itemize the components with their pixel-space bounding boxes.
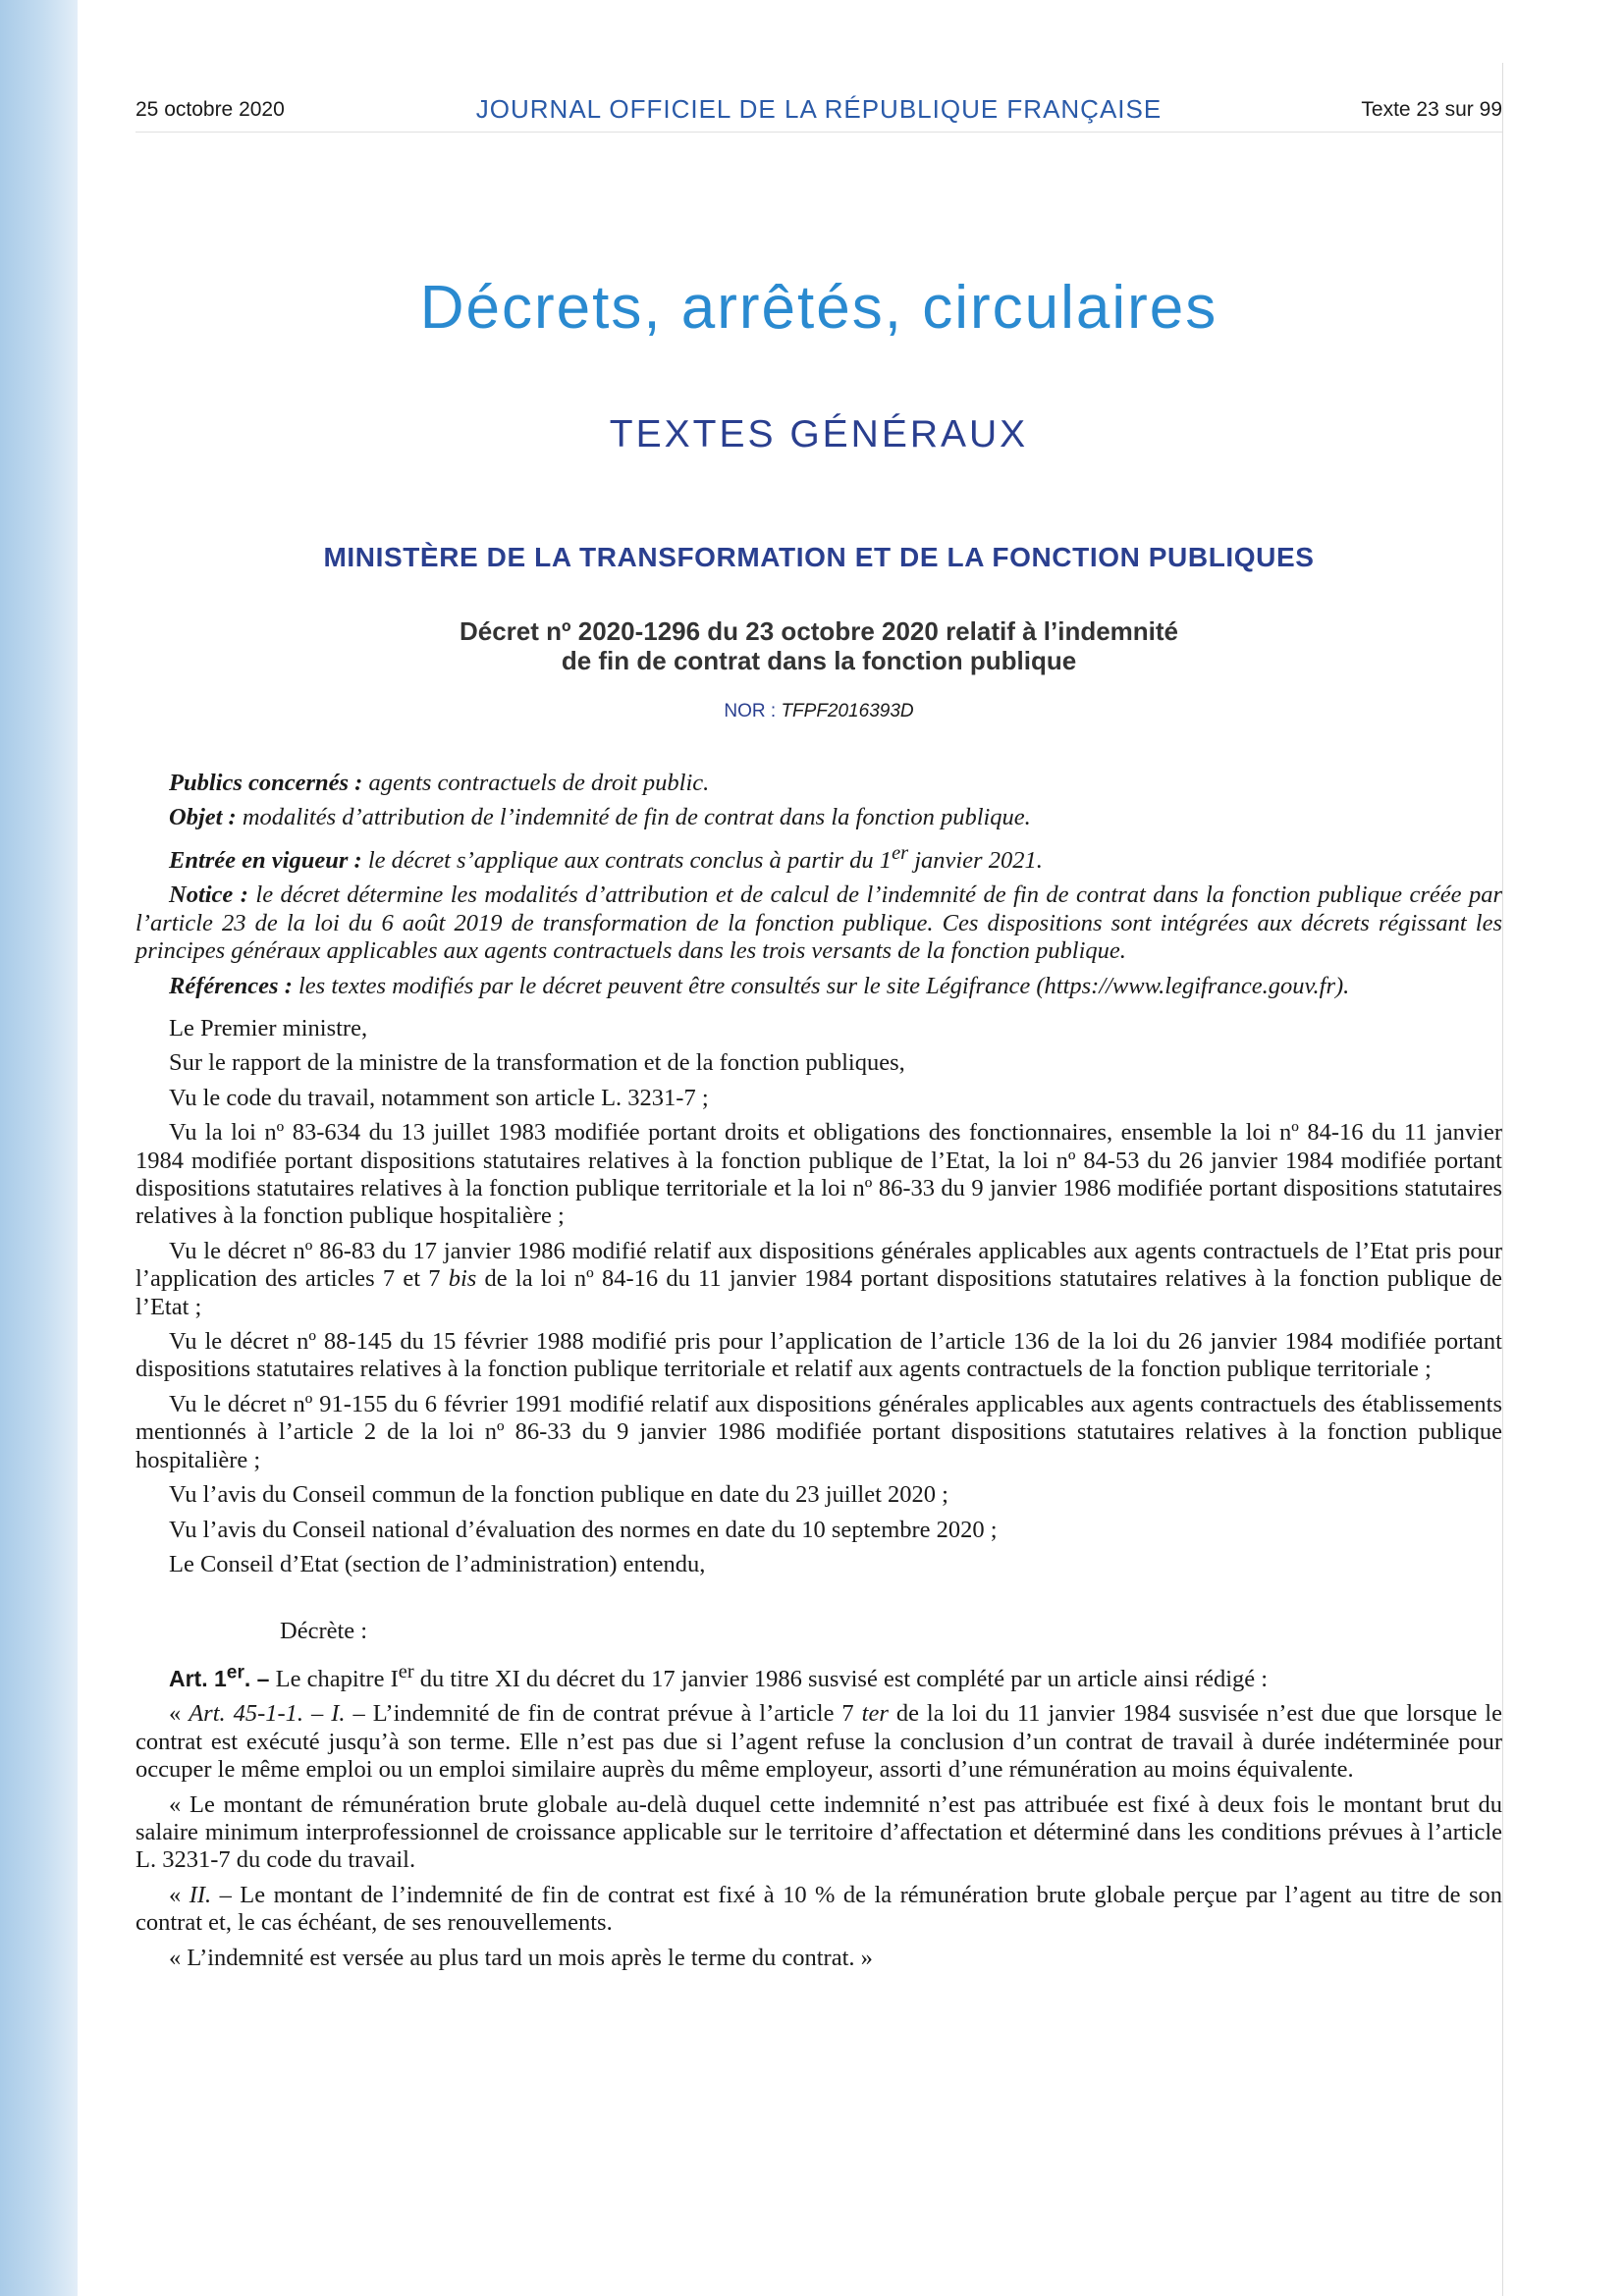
nor-value: TFPF2016393D xyxy=(781,701,914,721)
left-margin-band xyxy=(0,0,78,2296)
page-header xyxy=(135,94,1502,133)
article-montant-paragraph: « Le montant de rémunération brute globale au-delà duquel cette indemnité n’est pas attribuée est fixé à deux fois le montant brut du salaire minimum interprofessionnel de croissance applicable sur le territoire d’affectation et déterminé dans les conditions prévues à l’article L. 3231-7 du code du travail. xyxy=(135,1790,1502,1874)
nor-label: NOR : xyxy=(724,701,782,721)
header-divider xyxy=(135,132,1502,133)
subsection-title: TEXTES GÉNÉRAUX xyxy=(609,413,1029,455)
article-1: Art. 1er. – Le chapitre Ier du titre XI du décret du 17 janvier 1986 susvisé est complété par un article ainsi rédigé : xyxy=(169,1660,1269,1692)
article-last-paragraph: « L’indemnité est versée au plus tard un mois après le terme du contrat. » xyxy=(169,1944,873,1971)
summary-objet: Objet : modalités d’attribution de l’indemnité de fin de contrat dans la fonction publique. xyxy=(169,804,1031,831)
visa-rapport: Sur le rapport de la ministre de la transformation et de la fonction publiques, xyxy=(169,1049,905,1077)
visa-avis-cnen: Vu l’avis du Conseil national d’évaluation des normes en date du 10 septembre 2020 ; xyxy=(169,1516,998,1543)
visa-code-travail: Vu le code du travail, notamment son article L. 3231-7 ; xyxy=(169,1084,709,1111)
decrete: Décrète : xyxy=(280,1618,368,1645)
section-title: Décrets, arrêtés, circulaires xyxy=(419,274,1218,342)
decree-body xyxy=(135,770,1502,1979)
header-text-number: Texte 23 sur 99 xyxy=(1361,98,1502,121)
article-1-label: Art. 1er. – xyxy=(169,1662,270,1691)
summary-publics: Publics concernés : agents contractuels de droit public. xyxy=(169,770,710,796)
decree-title-line-1: Décret nº 2020-1296 du 23 octobre 2020 relatif à l’indemnité xyxy=(459,616,1179,646)
decree-title-line-2: de fin de contrat dans la fonction publique xyxy=(561,646,1077,675)
article-paragraph-ii: « II. – Le montant de l’indemnité de fin de contrat est fixé à 10 % de la rémunération brute globale perçue par l’agent au titre de son contrat et, le cas échéant, de ses renouvellements. xyxy=(135,1881,1503,1937)
visa-avis-conseil-commun: Vu l’avis du Conseil commun de la fonction publique en date du 23 juillet 2020 ; xyxy=(169,1481,948,1509)
visa-decret-91-155: Vu le décret nº 91-155 du 6 février 1991 modifié relatif aux dispositions générales applicables aux agents contractuels des établissements mentionnés à l’article 2 de la loi nº 86-33 du 9 janvier 1986 modifiée portant dispositions statutaires relatives à la fonction publique hospitalière ; xyxy=(135,1390,1502,1473)
visa-decret-86-83: Vu le décret nº 86-83 du 17 janvier 1986 modifié relatif aux dispositions générales applicables aux agents contractuels de l’Etat pris pour l’application des articles 7 et 7 bis de la loi nº 84-16 du 11 janvier 1984 portant dispositions statutaires relatives à la fonction publique de l’Etat ; xyxy=(135,1237,1502,1320)
nor-reference xyxy=(135,701,1502,722)
summary-entree-en-vigueur: Entrée en vigueur : le décret s’applique aux contrats conclus à partir du 1er janvier 2021. xyxy=(169,841,1043,874)
decree-title xyxy=(295,616,1343,675)
visa-premier-ministre: Le Premier ministre, xyxy=(169,1015,368,1041)
visa-decret-88-145: Vu le décret nº 88-145 du 15 février 1988 modifié pris pour l’application de l’article 136 de la loi du 26 janvier 1984 modifiée portant dispositions statutaires relatives à la fonction publique territoriale et relatif aux agents contractuels de la fonction publique territoriale ; xyxy=(135,1328,1502,1383)
header-date: 25 octobre 2020 xyxy=(135,98,285,121)
ministry-heading: MINISTÈRE DE LA TRANSFORMATION ET DE LA FONCTION PUBLIQUES xyxy=(323,542,1315,572)
header-journal-title: JOURNAL OFFICIEL DE LA RÉPUBLIQUE FRANÇAISE xyxy=(475,94,1163,124)
decree-summary xyxy=(135,770,1502,1000)
visa-lois: Vu la loi nº 83-634 du 13 juillet 1983 modifiée portant droits et obligations des fonctionnaires, ensemble la loi nº 84-16 du 11 janvier 1984 modifiée portant dispositions statutaires relatives à la fonction publique de l’Etat, la loi nº 84-53 du 26 janvier 1984 modifiée portant dispositions statutaires relatives à la fonction publique territoriale et la loi nº 86-33 du 9 janvier 1986 modifiée portant dispositions statutaires relatives à la fonction publique hospitalière ; xyxy=(135,1119,1502,1230)
summary-notice: Notice : le décret détermine les modalités d’attribution et de calcul de l’indemnité de fin de contrat dans la fonction publique créée par l’article 23 de la loi du 6 août 2019 de transformation de la fonction publique. Ces dispositions sont intégrées aux décrets régissant les principes généraux applicables aux agents contractuels dans les trois versants de la fonction publique. xyxy=(135,881,1502,965)
right-margin-rule xyxy=(1502,63,1503,2296)
summary-references: Références : les textes modifiés par le décret peuvent être consultés sur le site Légifrance (https://www.legifrance.gouv.fr). xyxy=(169,972,1350,999)
visa-conseil-etat: Le Conseil d’Etat (section de l’administration) entendu, xyxy=(169,1550,706,1577)
article-45-1-1: « Art. 45-1-1. – I. – L’indemnité de fin de contrat prévue à l’article 7 ter de la loi du 11 janvier 1984 susvisée n’est due que lorsque le contrat est exécuté jusqu’à son terme. Elle n’est pas due si l’agent refuse la conclusion d’un contrat de travail à durée indéterminée pour occuper le même emploi ou un emploi similaire auprès du même employeur, assorti d’une rémunération au moins équivalente. xyxy=(135,1700,1502,1784)
